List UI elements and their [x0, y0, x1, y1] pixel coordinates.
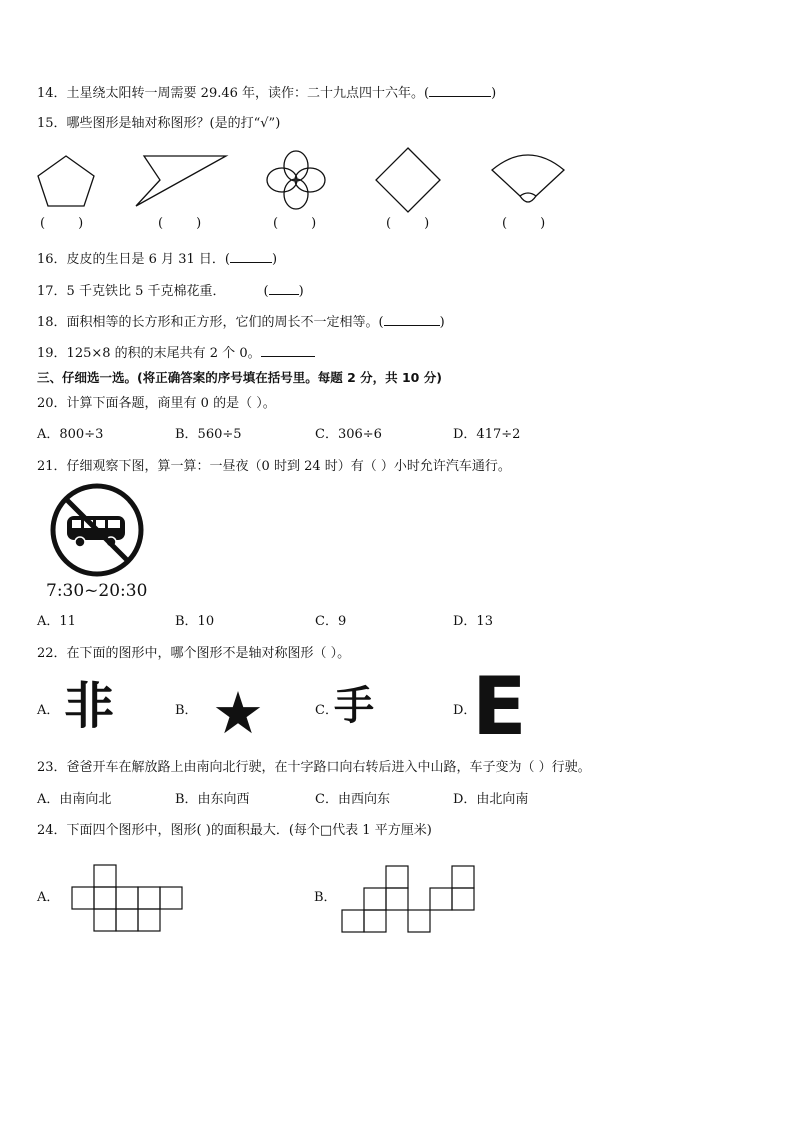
q24-label-b[interactable]: B． [314, 890, 337, 905]
q21-option-d[interactable]: D．13 [453, 614, 493, 629]
q20-option-b[interactable]: B．560÷5 [175, 427, 242, 442]
q22-label-b[interactable]: B． [175, 703, 198, 718]
question-22: 22．在下面的图形中，哪个图形不是轴对称图形（ ）。 [37, 646, 351, 661]
question-23: 23．爸爸开车在解放路上由南向北行驶，在十字路口向右转后进入中山路，车子变为（ ）行驶。 [37, 760, 591, 775]
q23-option-c[interactable]: C．由西向东 [315, 792, 390, 807]
q20-option-a[interactable]: A．800÷3 [37, 427, 104, 442]
question-18: 18．面积相等的长方形和正方形，它们的周长不一定相等。( ) [37, 315, 445, 330]
q21-option-b[interactable]: B．10 [175, 614, 215, 629]
q22-label-d[interactable]: D． [453, 703, 477, 718]
q23-option-b[interactable]: B．由东向西 [175, 792, 250, 807]
question-19: 19．125×8 的积的末尾共有 2 个 0。 [37, 344, 315, 362]
question-17: 17．5 千克铁比 5 千克棉花重． ( ) [37, 284, 304, 299]
answer-paren-2[interactable]: ( ) [158, 216, 202, 231]
question-20: 20．计算下面各题，商里有 0 的是（ ）。 [37, 396, 276, 411]
q20-option-c[interactable]: C．306÷6 [315, 427, 382, 442]
glyph-shou: 手 [334, 683, 374, 729]
q20-option-d[interactable]: D．417÷2 [453, 427, 521, 442]
q21-option-c[interactable]: C．9 [315, 614, 347, 629]
glyph-fei: 非 [64, 677, 114, 735]
answer-paren-1[interactable]: ( ) [40, 216, 84, 231]
question-14: 14．土星绕太阳转一周需要 29.46 年，读作：二十九点四十六年。( ) [37, 86, 497, 101]
q23-option-a[interactable]: A．由南向北 [37, 792, 112, 807]
star-icon: ★ [212, 679, 264, 747]
q24-label-a[interactable]: A． [37, 890, 60, 905]
q22-label-c[interactable]: C． [315, 703, 338, 718]
question-15: 15．哪些图形是轴对称图形？(是的打“√”) [37, 116, 281, 131]
question-14-text: 14．土星绕太阳转一周需要 29.46 年，读作：二十九点四十六年。( [37, 86, 430, 101]
answer-paren-3[interactable]: ( ) [273, 216, 317, 231]
answer-paren-4[interactable]: ( ) [386, 216, 430, 231]
q23-option-d[interactable]: D．由北向南 [453, 792, 529, 807]
sign-time-label: 7:30~20:30 [46, 581, 148, 601]
question-24: 24．下面四个图形中，图形( )的面积最大．(每个□代表 1 平方厘米) [37, 823, 432, 838]
glyph-e: E [472, 660, 527, 753]
question-21: 21．仔细观察下图，算一算：一昼夜（0 时到 24 时）有（ ）小时允许汽车通行。 [37, 459, 511, 474]
question-16: 16．皮皮的生日是 6 月 31 日．( ) [37, 252, 278, 267]
q21-option-a[interactable]: A．11 [37, 614, 76, 629]
answer-paren-5[interactable]: ( ) [502, 216, 546, 231]
q22-label-a[interactable]: A． [37, 703, 60, 718]
section-3-heading: 三、仔细选一选。(将正确答案的序号填在括号里。每题 2 分，共 10 分) [37, 370, 442, 385]
